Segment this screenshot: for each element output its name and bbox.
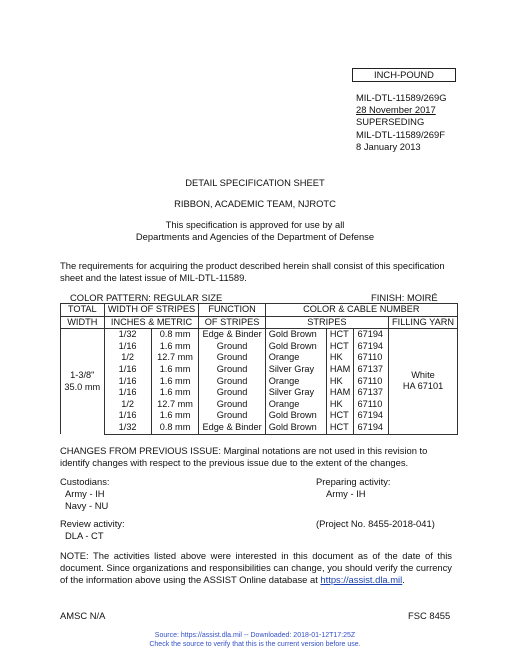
- stripe-function: Edge & Binder: [199, 422, 265, 434]
- header-stripes: STRIPES: [265, 316, 388, 329]
- stripe-mm: 0.8 mm: [151, 422, 199, 434]
- stripe-code: HCT: [326, 422, 354, 434]
- stripe-mm: 12.7 mm: [151, 399, 199, 411]
- color-pattern-label: COLOR PATTERN: REGULAR SIZE: [70, 292, 223, 303]
- preparing-activity-block: [316, 476, 391, 500]
- approval-line-2: Departments and Agencies of the Department of Defense: [135, 231, 375, 242]
- header-inches-metric: INCHES & METRIC: [104, 316, 199, 329]
- stripe-inch: 1/32: [104, 422, 151, 434]
- stripe-inch: 1/16: [104, 376, 151, 388]
- header-function: FUNCTION: [199, 304, 265, 317]
- fsc-label: FSC 8455: [408, 610, 451, 621]
- doc-date: 28 November 2017: [356, 104, 436, 116]
- stripe-function: Ground: [199, 399, 265, 411]
- footer-source: Source: https://assist.dla.mil -- Downloaded: 2018-01-12T17:25Z: [154, 632, 356, 639]
- total-width-mm: 35.0 mm: [64, 381, 101, 392]
- header-width: WIDTH: [61, 316, 105, 329]
- stripe-inch: 1/16: [104, 341, 151, 353]
- assist-link[interactable]: https://assist.dla.mil: [320, 574, 403, 586]
- header-color-cable: COLOR & CABLE NUMBER: [265, 304, 457, 317]
- header-filling-yarn: FILLING YARN: [389, 316, 458, 329]
- stripe-color: Gold Brown: [265, 410, 326, 422]
- preparing-value: Army - IH: [326, 488, 366, 500]
- stripe-code: HK: [326, 399, 354, 411]
- filling-yarn-color: White: [411, 369, 435, 380]
- stripe-cable: 67137: [354, 364, 389, 376]
- table-row: [61, 329, 458, 341]
- stripe-function: Ground: [199, 364, 265, 376]
- header-stripe-width: WIDTH OF STRIPES: [104, 304, 199, 317]
- stripe-inch: 1/2: [104, 399, 151, 411]
- stripe-function: Ground: [199, 387, 265, 399]
- custodians-block: [60, 476, 110, 513]
- stripe-code: HK: [326, 352, 354, 364]
- stripe-code: HCT: [326, 341, 354, 353]
- stripe-cable: 67194: [354, 422, 389, 434]
- custodians-label: Custodians:: [60, 476, 110, 487]
- stripe-cable: 67137: [354, 387, 389, 399]
- stripe-color: Gold Brown: [265, 422, 326, 434]
- stripe-color: Silver Gray: [265, 364, 326, 376]
- stripe-inch: 1/2: [104, 352, 151, 364]
- stripe-color: Gold Brown: [265, 329, 326, 341]
- total-width-cell: [61, 329, 105, 434]
- ribbon-spec-table: [60, 303, 458, 435]
- document-identification: [356, 92, 447, 153]
- amsc-label: AMSC N/A: [60, 610, 106, 621]
- finish-label: FINISH: MOIRÉ: [371, 292, 438, 303]
- stripe-code: HAM: [326, 364, 354, 376]
- download-footer: [0, 632, 510, 649]
- total-width-inches: 1-3/8": [70, 370, 95, 381]
- stripe-color: Orange: [265, 352, 326, 364]
- stripe-code: HCT: [326, 410, 354, 422]
- stripe-inch: 1/16: [104, 387, 151, 399]
- note-text: NOTE: The activities listed above were interested in this document as of the date of this document. Since organizations and responsibilities can change, you should verify the currency of the information above using the ASSIST Online database at: [60, 550, 452, 586]
- changes-paragraph: CHANGES FROM PREVIOUS ISSUE: Marginal notations are not used in this revision to identify changes with respect to the previous issue due to the extent of the changes.: [60, 445, 428, 469]
- superseded-number: MIL-DTL-11589/269F: [356, 128, 445, 140]
- filling-yarn-cell: [389, 329, 458, 434]
- note-end: .: [402, 574, 405, 586]
- stripe-cable: 67110: [354, 376, 389, 388]
- stripe-code: HAM: [326, 387, 354, 399]
- header-of-stripes: OF STRIPES: [199, 316, 265, 329]
- stripe-color: Gold Brown: [265, 341, 326, 353]
- stripe-mm: 1.6 mm: [151, 364, 199, 376]
- stripe-mm: 1.6 mm: [151, 376, 199, 388]
- stripe-code: HCT: [326, 329, 354, 341]
- note-paragraph: [60, 550, 452, 587]
- stripe-cable: 67110: [354, 399, 389, 411]
- stripe-mm: 1.6 mm: [151, 341, 199, 353]
- doc-number: MIL-DTL-11589/269G: [356, 92, 447, 103]
- review-value: DLA - CT: [65, 530, 104, 542]
- stripe-inch: 1/16: [104, 410, 151, 422]
- review-activity-block: [60, 518, 125, 542]
- sheet-title: DETAIL SPECIFICATION SHEET: [185, 177, 325, 188]
- stripe-function: Ground: [199, 341, 265, 353]
- review-label: Review activity:: [60, 518, 125, 529]
- footer-verify: Check the source to verify that this is the current version before use.: [149, 640, 361, 648]
- stripe-mm: 1.6 mm: [151, 410, 199, 422]
- custodian-navy: Navy - NU: [65, 500, 109, 512]
- stripe-mm: 1.6 mm: [151, 387, 199, 399]
- stripe-color: Orange: [265, 399, 326, 411]
- custodian-army: Army - IH: [65, 488, 105, 500]
- approval-line-1: This specification is approved for use by all: [165, 219, 345, 230]
- stripe-inch: 1/32: [104, 329, 151, 341]
- header-total: TOTAL: [61, 304, 105, 317]
- stripe-function: Ground: [199, 376, 265, 388]
- stripe-inch: 1/16: [104, 364, 151, 376]
- superseded-date: 8 January 2013: [356, 140, 421, 152]
- stripe-cable: 67194: [354, 341, 389, 353]
- stripe-function: Edge & Binder: [199, 329, 265, 341]
- superseding-label: SUPERSEDING: [356, 116, 425, 128]
- stripe-cable: 67194: [354, 410, 389, 422]
- filling-yarn-code: HA 67101: [402, 381, 444, 392]
- stripe-mm: 12.7 mm: [151, 352, 199, 364]
- stripe-color: Orange: [265, 376, 326, 388]
- preparing-label: Preparing activity:: [316, 476, 391, 487]
- requirements-paragraph: The requirements for acquiring the product described herein shall consist of this specification sheet and the latest issue of MIL-DTL-11589.: [60, 260, 445, 284]
- stripe-cable: 67110: [354, 352, 389, 364]
- stripe-code: HK: [326, 376, 354, 388]
- item-title: RIBBON, ACADEMIC TEAM, NJROTC: [174, 198, 336, 209]
- stripe-color: Silver Gray: [265, 387, 326, 399]
- inch-pound-box: INCH-POUND: [352, 68, 456, 82]
- stripe-function: Ground: [199, 410, 265, 422]
- stripe-mm: 0.8 mm: [151, 329, 199, 341]
- project-number: (Project No. 8455-2018-041): [316, 518, 435, 529]
- stripe-function: Ground: [199, 352, 265, 364]
- stripe-cable: 67194: [354, 329, 389, 341]
